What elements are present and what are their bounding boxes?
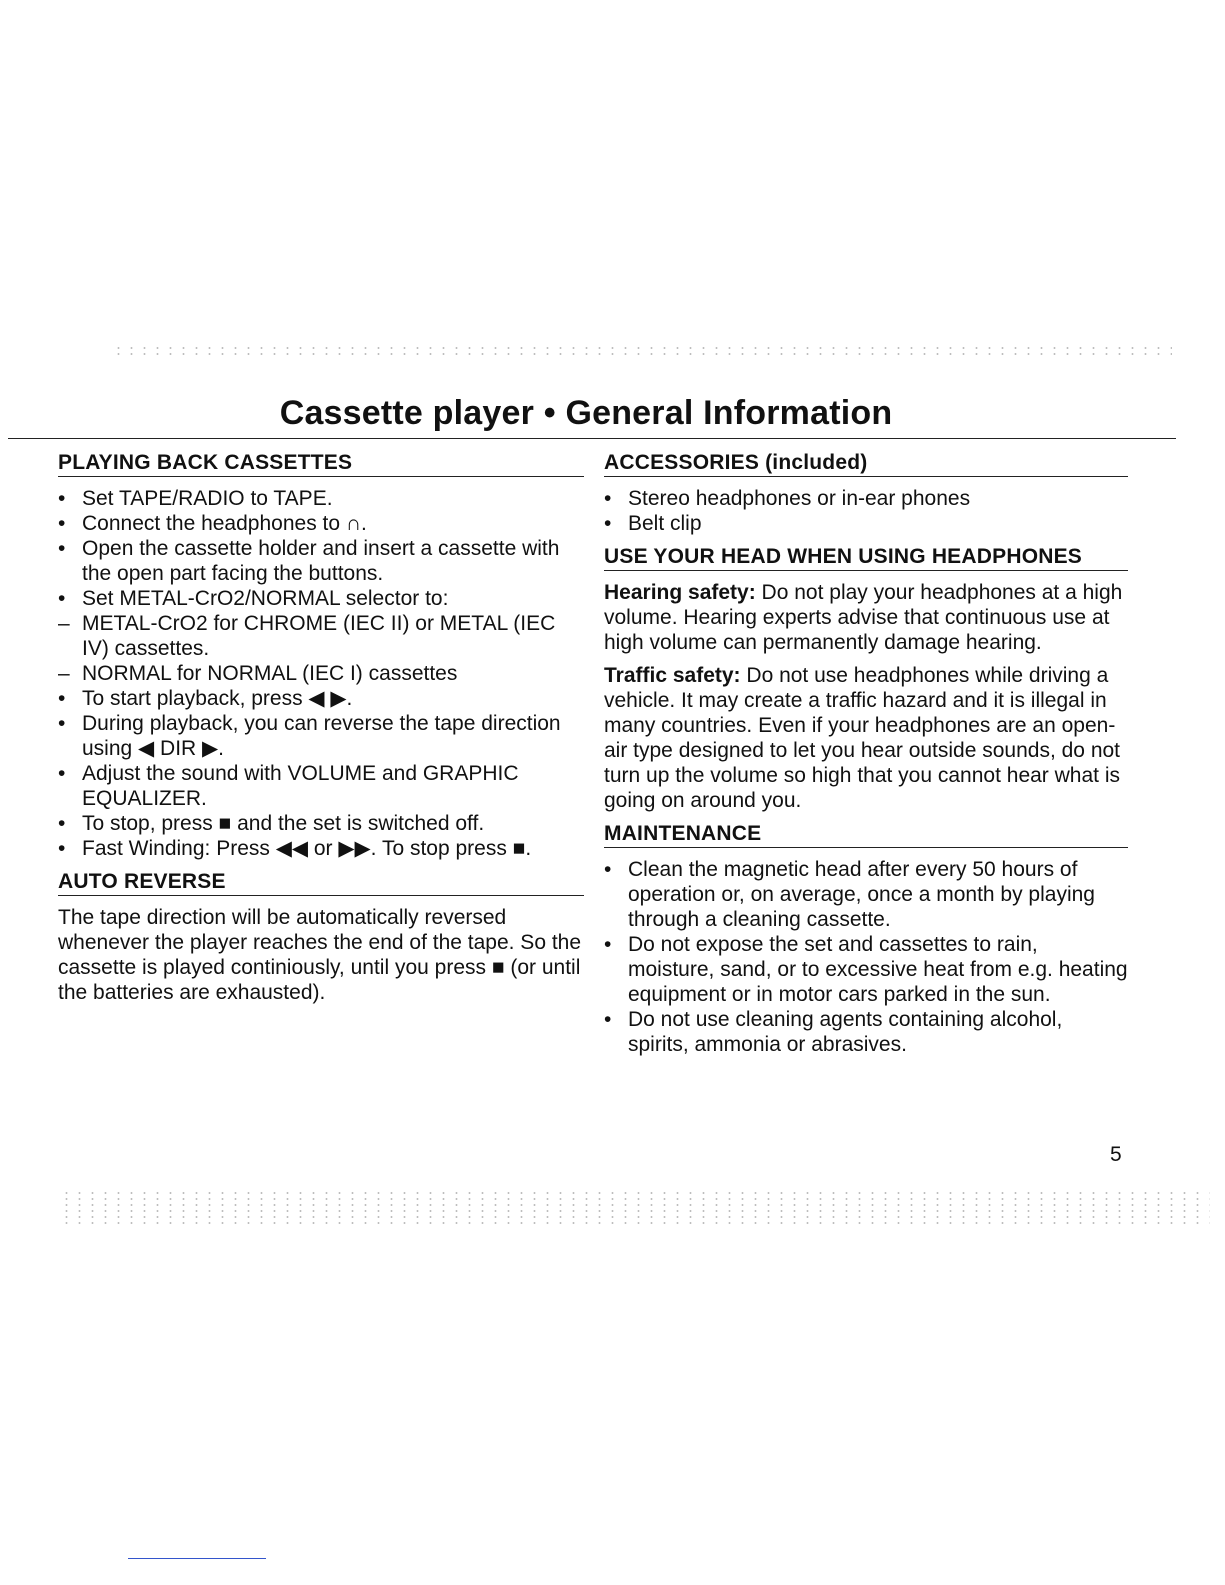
- list-item: [604, 857, 1128, 932]
- bullet-marker: •: [58, 487, 66, 510]
- traffic-safety-text: Do not use headphones while driving a vehicle. It may create a traffic hazard and it is illegal in many countries. Even if your headphones are an open-air type designed to let you hear outside sounds, do not turn up the volume so high that you cannot hear what is going on around you.: [604, 664, 1121, 812]
- dash-marker: –: [58, 662, 70, 685]
- hearing-safety-paragraph: [604, 580, 1128, 655]
- bullet-marker: •: [58, 687, 66, 710]
- bullet-marker: •: [58, 712, 66, 735]
- list-item-text: During playback, you can reverse the tape direction using ◀ DIR ▶.: [82, 712, 561, 760]
- list-item-text: Stereo headphones or in-ear phones: [628, 487, 971, 510]
- list-item-text: Open the cassette holder and insert a cassette with the open part facing the buttons.: [82, 537, 560, 585]
- list-item: [58, 711, 584, 761]
- list-item-text: NORMAL for NORMAL (IEC I) cassettes: [82, 662, 458, 685]
- bullet-marker: •: [604, 933, 612, 956]
- list-item-text: To start playback, press ◀ ▶.: [82, 687, 353, 710]
- auto-reverse-text: The tape direction will be automatically reversed whenever the player reaches the end of the tape. So the cassette is played continiously, until you press ■ (or until the batteries are exhausted).: [58, 906, 582, 1004]
- maintenance-list: [604, 857, 1128, 1057]
- list-item: [58, 486, 584, 511]
- use-your-head-heading: USE YOUR HEAD WHEN USING HEADPHONES: [604, 544, 1128, 571]
- bullet-marker: •: [604, 1008, 612, 1031]
- scan-noise-top: [112, 345, 1172, 355]
- list-item-text: Fast Winding: Press ◀◀ or ▶▶. To stop press ■.: [82, 837, 532, 860]
- bullet-marker: •: [604, 858, 612, 881]
- list-item-text: METAL-CrO2 for CHROME (IEC II) or METAL (IEC IV) cassettes.: [82, 612, 556, 660]
- bullet-marker: •: [58, 537, 66, 560]
- list-item: [604, 1007, 1128, 1057]
- dash-marker: –: [58, 612, 70, 635]
- accessories-list: [604, 486, 1128, 536]
- right-column: [604, 450, 1128, 1057]
- list-item: [604, 511, 1128, 536]
- bullet-marker: •: [604, 512, 612, 535]
- list-item-text: Set METAL-CrO2/NORMAL selector to:: [82, 587, 449, 610]
- traffic-safety-paragraph: [604, 663, 1128, 813]
- list-item: [58, 661, 584, 686]
- list-item: [58, 586, 584, 611]
- accessories-heading: ACCESSORIES (included): [604, 450, 1128, 477]
- traffic-safety-label: Traffic safety:: [604, 664, 741, 687]
- page-number: 5: [1110, 1143, 1122, 1166]
- list-item-text: Connect the headphones to ∩.: [82, 512, 367, 535]
- bullet-marker: •: [604, 487, 612, 510]
- title-rule: [8, 438, 1176, 439]
- bullet-marker: •: [58, 587, 66, 610]
- playing-back-heading: PLAYING BACK CASSETTES: [58, 450, 584, 477]
- playing-back-list: [58, 486, 584, 861]
- list-item: [58, 611, 584, 661]
- scan-noise-bottom: [60, 1190, 1210, 1228]
- bullet-marker: •: [58, 762, 66, 785]
- list-item: [58, 536, 584, 586]
- bullet-marker: •: [58, 512, 66, 535]
- bullet-marker: •: [58, 837, 66, 860]
- hearing-safety-label: Hearing safety:: [604, 581, 756, 604]
- list-item: [604, 486, 1128, 511]
- hearing-safety-text: Do not play your headphones at a high volume. Hearing experts advise that continuous use at high volume can permanently damage hearing.: [604, 581, 1123, 654]
- list-item-text: Set TAPE/RADIO to TAPE.: [82, 487, 333, 510]
- bullet-marker: •: [58, 812, 66, 835]
- page-title: Cassette player • General Information: [279, 394, 893, 432]
- list-item: [58, 511, 584, 536]
- list-item-text: Do not expose the set and cassettes to rain, moisture, sand, or to excessive heat from e.g. heating equipment or in motor cars parked in the sun.: [628, 933, 1128, 1006]
- left-column: [58, 450, 584, 1013]
- list-item-text: Belt clip: [628, 512, 702, 535]
- maintenance-heading: MAINTENANCE: [604, 821, 1128, 848]
- list-item: [58, 686, 584, 711]
- bottom-rule: [128, 1558, 266, 1559]
- auto-reverse-heading: AUTO REVERSE: [58, 869, 584, 896]
- list-item-text: Do not use cleaning agents containing alcohol, spirits, ammonia or abrasives.: [628, 1008, 1063, 1056]
- list-item: [58, 761, 584, 811]
- list-item: [58, 836, 584, 861]
- list-item: [604, 932, 1128, 1007]
- list-item-text: Adjust the sound with VOLUME and GRAPHIC EQUALIZER.: [82, 762, 519, 810]
- list-item-text: Clean the magnetic head after every 50 hours of operation or, on average, once a month by playing through a cleaning cassette.: [628, 858, 1095, 931]
- list-item: [58, 811, 584, 836]
- list-item-text: To stop, press ■ and the set is switched off.: [82, 812, 485, 835]
